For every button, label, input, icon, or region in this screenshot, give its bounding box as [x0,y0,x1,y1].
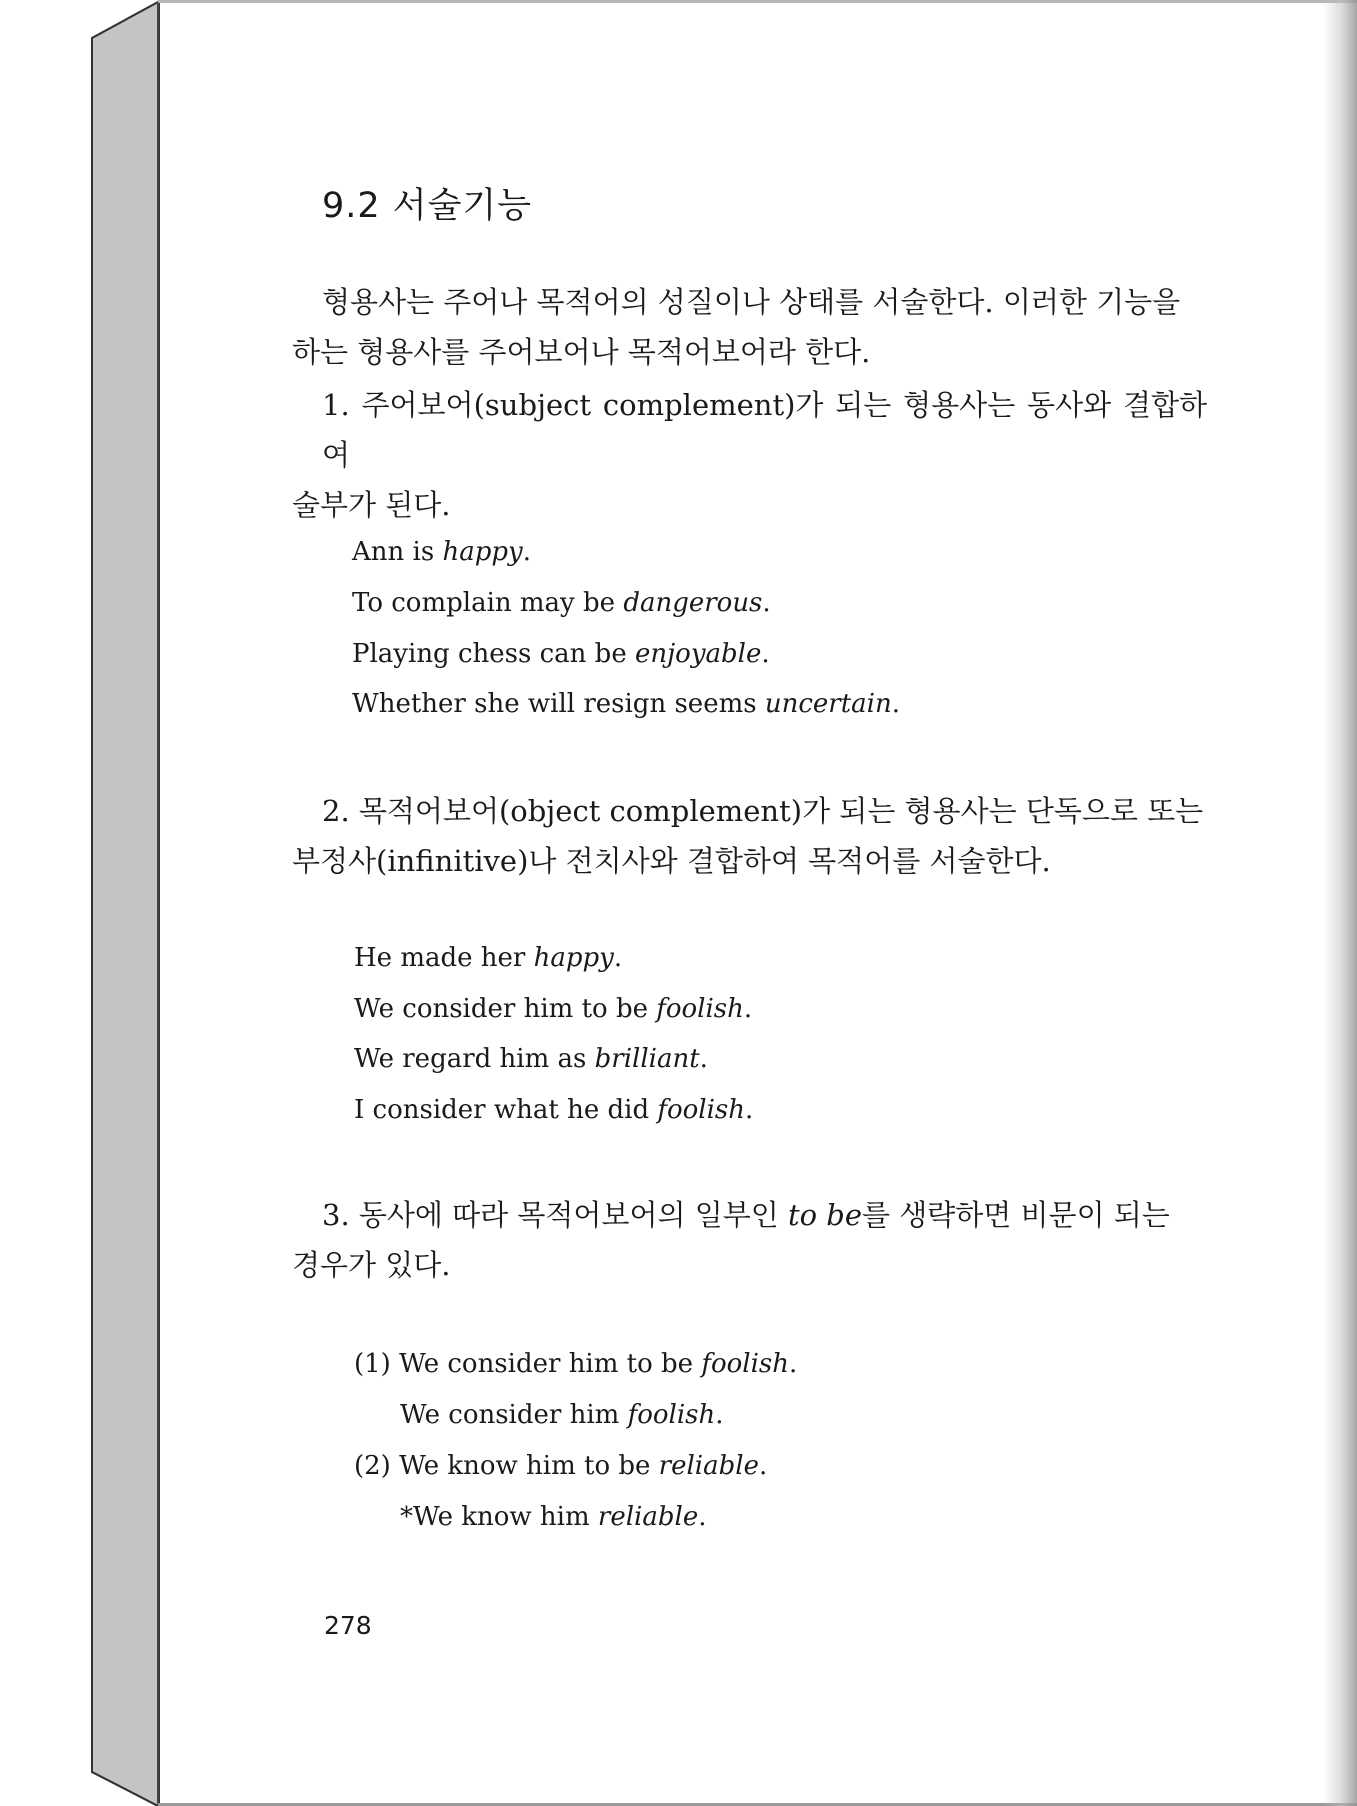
point-2-paragraph [292,786,1207,886]
point-2-line-2: 부정사(infinitive)나 전치사와 결합하여 목적어를 서술한다. [292,844,1051,878]
page-number: 278 [324,1611,372,1640]
book-spine [0,0,160,1806]
point-1-line-1: 1. 주어보어(subject complement)가 되는 형용사는 동사와 결합하여 [322,388,1207,472]
example-sentence: (1) We consider him to be foolish. [354,1349,798,1379]
point-2-line-1: 2. 목적어보어(object complement)가 되는 형용사는 단독으로 또는 [322,794,1204,828]
point-3-line-1: 3. 동사에 따라 목적어보어의 일부인 to be를 생략하면 비문이 되는 [322,1198,1170,1232]
example-sentence: (2) We know him to be reliable. [354,1451,768,1481]
intro-paragraph [292,277,1207,377]
example-sentence: Playing chess can be enjoyable. [352,639,770,669]
example-sentence: To complain may be dangerous. [352,588,771,618]
point-1-paragraph [292,380,1207,530]
point-3-line-2: 경우가 있다. [292,1248,451,1282]
example-sentence: *We know him reliable. [400,1502,707,1532]
intro-line-2: 하는 형용사를 주어보어나 목적어보어라 한다. [292,335,871,369]
example-sentence: I consider what he did foolish. [354,1095,754,1125]
point-1-line-2: 술부가 된다. [292,488,451,522]
example-sentence: We regard him as brilliant. [354,1044,708,1074]
section-heading: 9.2 서술기능 [322,186,533,226]
example-sentence: We consider him foolish. [400,1400,724,1430]
intro-line-1: 형용사는 주어나 목적어의 성질이나 상태를 서술한다. 이러한 기능을 [322,285,1181,319]
example-sentence: He made her happy. [354,943,623,973]
example-sentence: Whether she will resign seems uncertain. [352,689,900,719]
example-sentence: Ann is happy. [352,537,531,567]
page-top-edge [158,0,1357,3]
page-right-shadow [1323,0,1357,1806]
point-3-paragraph [292,1190,1207,1290]
example-sentence: We consider him to be foolish. [354,994,753,1024]
